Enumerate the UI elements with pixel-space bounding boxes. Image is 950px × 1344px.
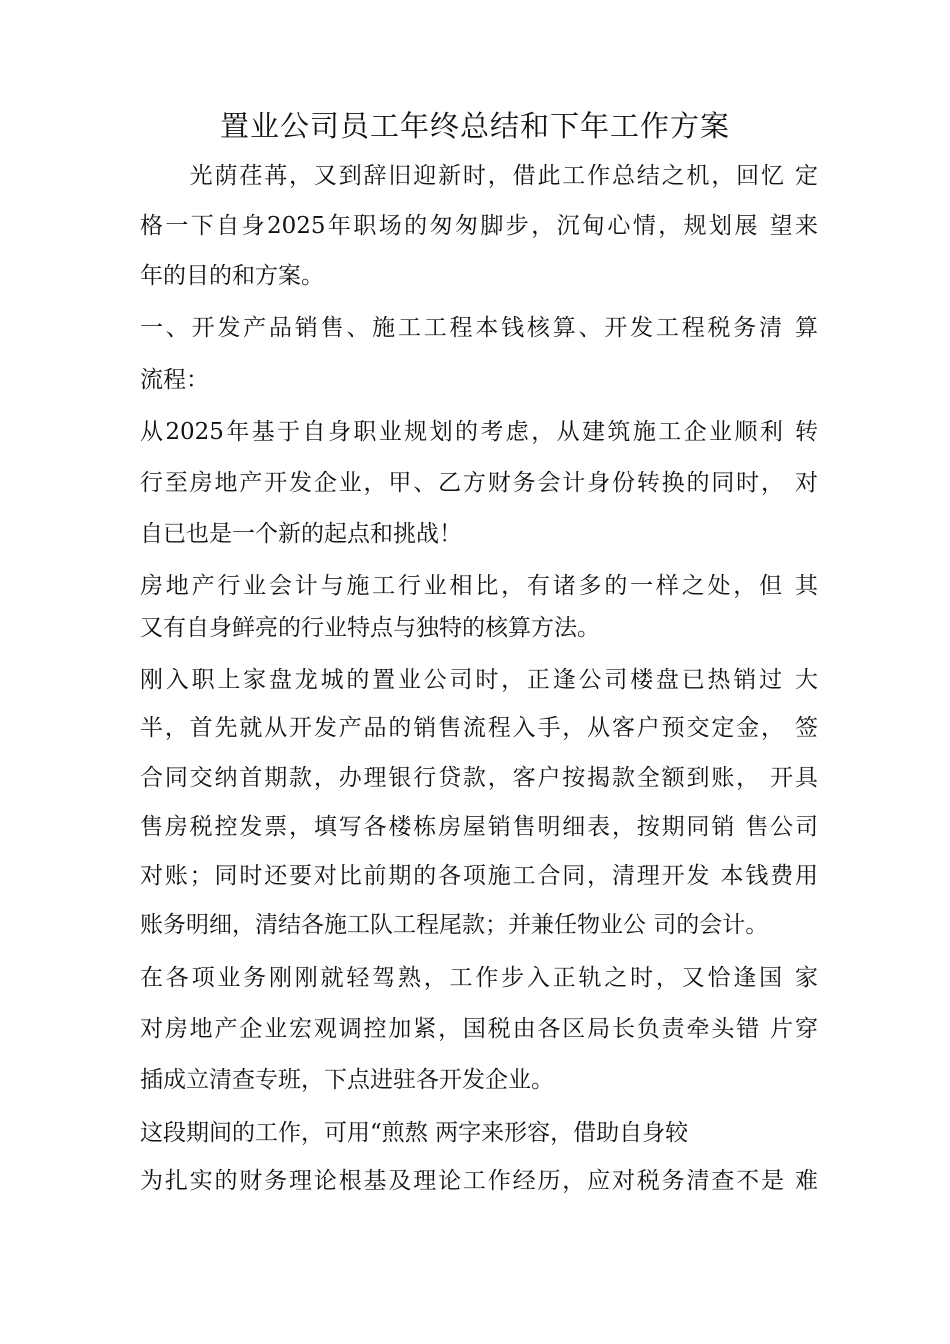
paragraph-line: 插成立清查专班，下点进驻各开发企业。 [140,1067,554,1093]
paragraph-line: 格一下自身2025年职场的匆匆脚步，沉甸心情，规划展 望来 [140,213,818,239]
paragraph-line: 合同交纳首期款，办理银行贷款，客户按揭款全额到账， 开具 [140,765,818,791]
paragraph-line: 行至房地产开发企业，甲、乙方财务会计身份转换的同时， 对 [140,470,818,496]
paragraph-line: 又有自身鲜亮的行业特点与独特的核算方法。 [140,615,600,641]
paragraph-line: 账务明细，清结各施工队工程尾款；并兼任物业公 司的会计。 [140,912,769,938]
paragraph-line: 半，首先就从开发产品的销售流程入手，从客户预交定金， 签 [140,715,818,741]
paragraph-line: 在各项业务刚刚就轻驾熟，工作步入正轨之时，又恰逢国 家 [140,965,818,991]
paragraph-line: 光荫荏苒，又到辞旧迎新时，借此工作总结之机，回忆 定 [140,163,818,189]
paragraph-line: 从2025年基于自身职业规划的考虑，从建筑施工企业顺利 转 [140,419,818,445]
paragraph-line: 年的目的和方案。 [140,263,324,289]
paragraph-line: 为扎实的财务理论根基及理论工作经历，应对税务清查不是 难 [140,1168,818,1194]
paragraph-line: 这段期间的工作，可用“煎熬 两字来形容，借助自身较 [140,1120,689,1146]
paragraph-line: 对房地产企业宏观调控加紧，国税由各区局长负责牵头错 片穿 [140,1016,818,1042]
section-heading-line: 一、开发产品销售、施工工程本钱核算、开发工程税务清 算 [140,315,818,341]
section-heading-line: 流程： [140,367,209,393]
paragraph-line: 售房税控发票，填写各楼栋房屋销售明细表，按期同销 售公司 [140,814,818,840]
paragraph-line: 对账；同时还要对比前期的各项施工合同，清理开发 本钱费用 [140,863,818,889]
document-title: 置业公司员工年终总结和下年工作方案 [219,109,730,143]
paragraph-line: 自已也是一个新的起点和挑战！ [140,521,462,547]
paragraph-line: 房地产行业会计与施工行业相比，有诸多的一样之处，但 其 [140,573,818,599]
paragraph-line: 刚入职上家盘龙城的置业公司时，正逢公司楼盘已热销过 大 [140,667,818,693]
